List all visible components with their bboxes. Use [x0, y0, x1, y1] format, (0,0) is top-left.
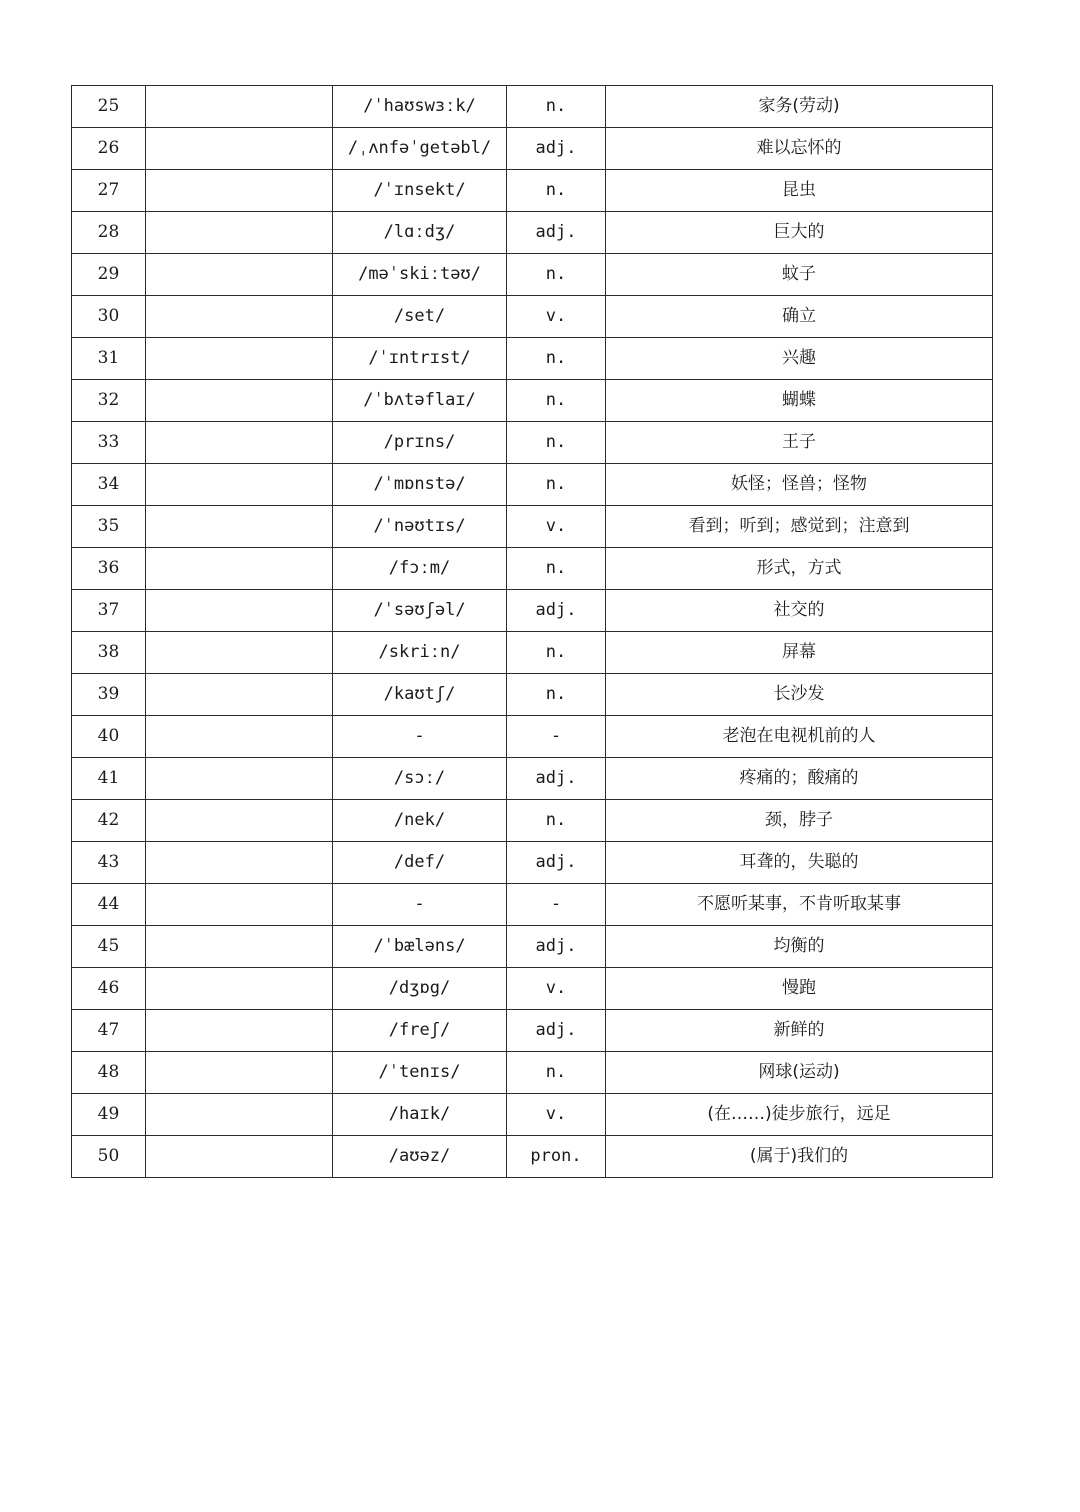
cell-part-of-speech: n. — [507, 1052, 606, 1094]
cell-phonetic: /ˈnəʊtɪs/ — [333, 506, 507, 548]
cell-number: 38 — [72, 632, 146, 674]
table-row — [72, 968, 993, 1010]
cell-number: 33 — [72, 422, 146, 464]
cell-part-of-speech: n. — [507, 86, 606, 128]
cell-number: 46 — [72, 968, 146, 1010]
cell-number: 36 — [72, 548, 146, 590]
cell-meaning: 老泡在电视机前的人 — [606, 716, 993, 758]
cell-number: 37 — [72, 590, 146, 632]
cell-number: 50 — [72, 1136, 146, 1178]
cell-meaning: 耳聋的，失聪的 — [606, 842, 993, 884]
cell-meaning: 巨大的 — [606, 212, 993, 254]
cell-part-of-speech: adj. — [507, 128, 606, 170]
cell-number: 49 — [72, 1094, 146, 1136]
cell-meaning: 王子 — [606, 422, 993, 464]
cell-number: 27 — [72, 170, 146, 212]
cell-phonetic: /ˌʌnfəˈgetəbl/ — [333, 128, 507, 170]
cell-phonetic: /ˈbæləns/ — [333, 926, 507, 968]
cell-meaning: 难以忘怀的 — [606, 128, 993, 170]
cell-word — [146, 674, 333, 716]
cell-number: 42 — [72, 800, 146, 842]
cell-part-of-speech: pron. — [507, 1136, 606, 1178]
cell-meaning: (在……)徒步旅行，远足 — [606, 1094, 993, 1136]
cell-word — [146, 716, 333, 758]
cell-phonetic: /set/ — [333, 296, 507, 338]
cell-word — [146, 1136, 333, 1178]
cell-number: 25 — [72, 86, 146, 128]
cell-meaning: 形式，方式 — [606, 548, 993, 590]
vocabulary-table — [71, 85, 993, 1178]
cell-part-of-speech: n. — [507, 674, 606, 716]
cell-part-of-speech: n. — [507, 170, 606, 212]
cell-part-of-speech: n. — [507, 464, 606, 506]
cell-phonetic: /ˈtenɪs/ — [333, 1052, 507, 1094]
cell-word — [146, 254, 333, 296]
cell-meaning: 不愿听某事，不肯听取某事 — [606, 884, 993, 926]
table-row — [72, 716, 993, 758]
table-row — [72, 1052, 993, 1094]
cell-phonetic: /lɑːdʒ/ — [333, 212, 507, 254]
cell-part-of-speech: n. — [507, 338, 606, 380]
table-row — [72, 800, 993, 842]
cell-phonetic: /ˈɪnsekt/ — [333, 170, 507, 212]
cell-number: 39 — [72, 674, 146, 716]
cell-phonetic: /haɪk/ — [333, 1094, 507, 1136]
cell-word — [146, 758, 333, 800]
cell-word — [146, 464, 333, 506]
table-row — [72, 338, 993, 380]
cell-meaning: 确立 — [606, 296, 993, 338]
cell-number: 28 — [72, 212, 146, 254]
cell-number: 31 — [72, 338, 146, 380]
cell-meaning: 网球(运动) — [606, 1052, 993, 1094]
cell-word — [146, 1052, 333, 1094]
cell-part-of-speech: adj. — [507, 1010, 606, 1052]
cell-number: 48 — [72, 1052, 146, 1094]
cell-meaning: 兴趣 — [606, 338, 993, 380]
cell-number: 26 — [72, 128, 146, 170]
table-row — [72, 296, 993, 338]
table-row — [72, 170, 993, 212]
vocabulary-table-body — [72, 86, 993, 1178]
table-row — [72, 254, 993, 296]
table-row — [72, 758, 993, 800]
cell-phonetic: /nek/ — [333, 800, 507, 842]
cell-part-of-speech: v. — [507, 1094, 606, 1136]
cell-phonetic: /sɔː/ — [333, 758, 507, 800]
cell-word — [146, 590, 333, 632]
cell-number: 43 — [72, 842, 146, 884]
table-row — [72, 632, 993, 674]
cell-word — [146, 296, 333, 338]
cell-phonetic: /skriːn/ — [333, 632, 507, 674]
cell-phonetic: /fɔːm/ — [333, 548, 507, 590]
cell-part-of-speech: n. — [507, 422, 606, 464]
cell-phonetic: /ˈmɒnstə/ — [333, 464, 507, 506]
cell-word — [146, 128, 333, 170]
table-row — [72, 1010, 993, 1052]
table-row — [72, 128, 993, 170]
cell-part-of-speech: adj. — [507, 212, 606, 254]
cell-part-of-speech: adj. — [507, 842, 606, 884]
cell-part-of-speech: adj. — [507, 758, 606, 800]
cell-part-of-speech: n. — [507, 254, 606, 296]
table-row — [72, 464, 993, 506]
cell-phonetic: /ˈɪntrɪst/ — [333, 338, 507, 380]
cell-part-of-speech: n. — [507, 800, 606, 842]
cell-meaning: 昆虫 — [606, 170, 993, 212]
cell-number: 45 — [72, 926, 146, 968]
table-row — [72, 422, 993, 464]
cell-phonetic: /ˈhaʊswɜːk/ — [333, 86, 507, 128]
cell-word — [146, 548, 333, 590]
table-row — [72, 926, 993, 968]
cell-number: 34 — [72, 464, 146, 506]
cell-word — [146, 632, 333, 674]
cell-word — [146, 338, 333, 380]
cell-part-of-speech: v. — [507, 506, 606, 548]
cell-meaning: 长沙发 — [606, 674, 993, 716]
cell-word — [146, 212, 333, 254]
cell-number: 44 — [72, 884, 146, 926]
cell-phonetic: - — [333, 884, 507, 926]
cell-part-of-speech: - — [507, 884, 606, 926]
cell-meaning: 妖怪；怪兽；怪物 — [606, 464, 993, 506]
cell-part-of-speech: adj. — [507, 926, 606, 968]
table-row — [72, 590, 993, 632]
table-row — [72, 884, 993, 926]
cell-word — [146, 1094, 333, 1136]
cell-number: 30 — [72, 296, 146, 338]
cell-phonetic: /dʒɒg/ — [333, 968, 507, 1010]
cell-meaning: 均衡的 — [606, 926, 993, 968]
cell-part-of-speech: adj. — [507, 590, 606, 632]
cell-number: 32 — [72, 380, 146, 422]
cell-part-of-speech: n. — [507, 632, 606, 674]
cell-part-of-speech: v. — [507, 968, 606, 1010]
cell-number: 35 — [72, 506, 146, 548]
table-row — [72, 86, 993, 128]
cell-number: 47 — [72, 1010, 146, 1052]
cell-word — [146, 170, 333, 212]
table-row — [72, 380, 993, 422]
cell-word — [146, 968, 333, 1010]
cell-word — [146, 1010, 333, 1052]
cell-meaning: 看到；听到；感觉到；注意到 — [606, 506, 993, 548]
cell-part-of-speech: v. — [507, 296, 606, 338]
cell-word — [146, 506, 333, 548]
cell-phonetic: /freʃ/ — [333, 1010, 507, 1052]
cell-phonetic: /ˈsəʊʃəl/ — [333, 590, 507, 632]
cell-word — [146, 842, 333, 884]
cell-meaning: 慢跑 — [606, 968, 993, 1010]
table-row — [72, 548, 993, 590]
cell-number: 29 — [72, 254, 146, 296]
cell-meaning: 蚊子 — [606, 254, 993, 296]
table-row — [72, 674, 993, 716]
table-row — [72, 212, 993, 254]
cell-phonetic: /prɪns/ — [333, 422, 507, 464]
cell-word — [146, 926, 333, 968]
cell-word — [146, 380, 333, 422]
table-row — [72, 1136, 993, 1178]
cell-meaning: 家务(劳动) — [606, 86, 993, 128]
cell-meaning: (属于)我们的 — [606, 1136, 993, 1178]
cell-phonetic: /məˈskiːtəʊ/ — [333, 254, 507, 296]
cell-meaning: 新鲜的 — [606, 1010, 993, 1052]
cell-part-of-speech: n. — [507, 548, 606, 590]
table-row — [72, 1094, 993, 1136]
cell-meaning: 疼痛的；酸痛的 — [606, 758, 993, 800]
cell-meaning: 屏幕 — [606, 632, 993, 674]
cell-phonetic: - — [333, 716, 507, 758]
cell-meaning: 社交的 — [606, 590, 993, 632]
cell-word — [146, 884, 333, 926]
cell-word — [146, 422, 333, 464]
cell-meaning: 颈，脖子 — [606, 800, 993, 842]
cell-part-of-speech: n. — [507, 380, 606, 422]
cell-word — [146, 86, 333, 128]
cell-word — [146, 800, 333, 842]
cell-part-of-speech: - — [507, 716, 606, 758]
cell-phonetic: /aʊəz/ — [333, 1136, 507, 1178]
cell-phonetic: /kaʊtʃ/ — [333, 674, 507, 716]
cell-number: 40 — [72, 716, 146, 758]
cell-number: 41 — [72, 758, 146, 800]
cell-meaning: 蝴蝶 — [606, 380, 993, 422]
cell-phonetic: /ˈbʌtəflaɪ/ — [333, 380, 507, 422]
cell-phonetic: /def/ — [333, 842, 507, 884]
table-row — [72, 506, 993, 548]
table-row — [72, 842, 993, 884]
